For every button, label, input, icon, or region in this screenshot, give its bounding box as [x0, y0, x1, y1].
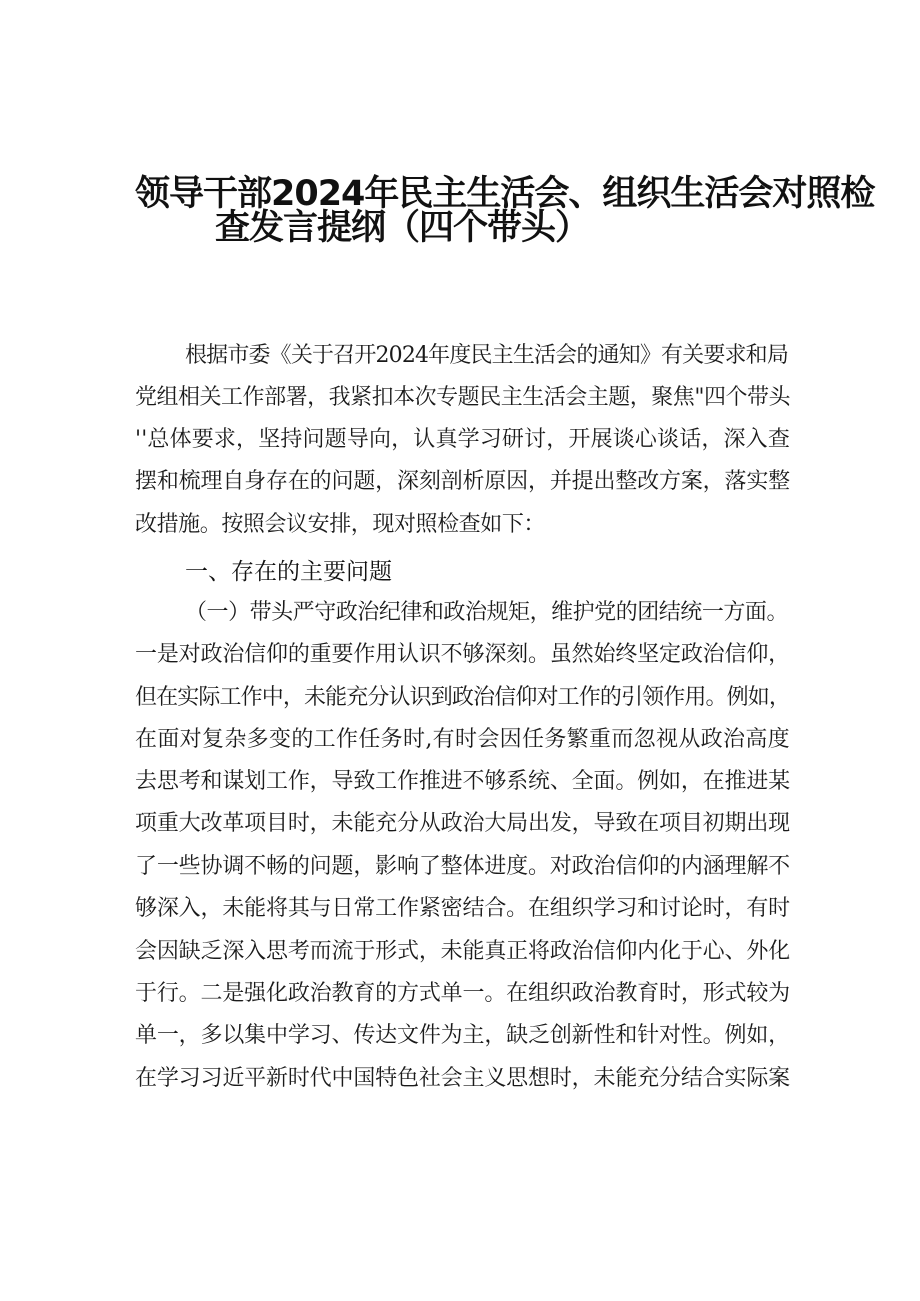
body-line: （一）带头严守政治纪律和政治规矩，维护党的团结统一方面。: [185, 600, 788, 625]
body-line: 于行。二是强化政治教育的方式单一。在组织政治教育时，形式较为: [135, 981, 790, 1006]
section-heading: 一、存在的主要问题: [185, 559, 392, 585]
body-line: 在学习习近平新时代中国特色社会主义思想时，未能充分结合实际案: [135, 1066, 790, 1091]
document-title-line-2: 查发言提纲（四个带头）: [215, 208, 590, 248]
body-line: 够深入，未能将其与日常工作紧密结合。在组织学习和讨论时，有时: [135, 896, 790, 921]
document-title-line-1: 领导干部2024年民主生活会、组织生活会对照检: [135, 174, 875, 214]
body-line: 但在实际工作中，未能充分认识到政治信仰对工作的引领作用。例如，: [135, 685, 790, 710]
intro-line: ''总体要求，坚持问题导向，认真学习研讨，开展谈心谈话，深入查: [135, 427, 790, 452]
body-line: 会因缺乏深入思考而流于形式，未能真正将政治信仰内化于心、外化: [135, 939, 790, 964]
body-line: 去思考和谋划工作，导致工作推进不够系统、全面。例如，在推进某: [135, 769, 790, 794]
intro-line: 党组相关工作部署，我紧扣本次专题民主生活会主题，聚焦"四个带头: [135, 385, 790, 410]
body-line: 项重大改革项目时，未能充分从政治大局出发，导致在项目初期出现: [135, 811, 790, 836]
intro-line: 摆和梳理自身存在的问题，深刻剖析原因，并提出整改方案，落实整: [135, 469, 790, 494]
body-line: 了一些协调不畅的问题，影响了整体进度。对政治信仰的内涵理解不: [135, 854, 790, 879]
intro-line: 改措施。按照会议安排，现对照检查如下：: [135, 512, 545, 537]
body-line: 单一，多以集中学习、传达文件为主，缺乏创新性和针对性。例如，: [135, 1023, 790, 1048]
intro-line: 根据市委《关于召开2024年度民主生活会的通知》有关要求和局: [185, 343, 788, 368]
body-line: 一是对政治信仰的重要作用认识不够深刻。虽然始终坚定政治信仰，: [135, 642, 790, 667]
body-line: 在面对复杂多变的工作任务时,有时会因任务繁重而忽视从政治高度: [135, 727, 790, 752]
